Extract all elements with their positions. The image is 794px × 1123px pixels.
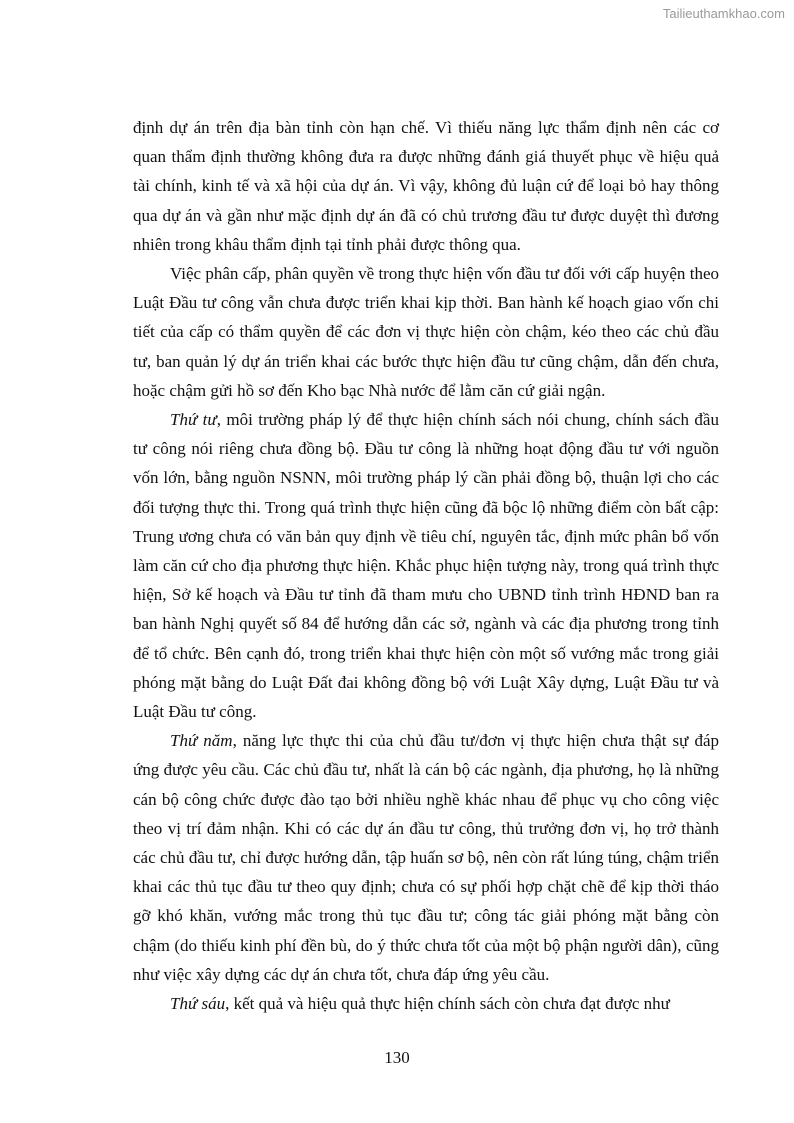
paragraph-3 — [133, 405, 719, 726]
paragraph-4 — [133, 726, 719, 989]
paragraph-text: định dự án trên địa bàn tỉnh còn hạn chế. Vì thiếu năng lực thẩm định nên các cơ quan thẩm định thường không đưa ra được những đánh giá thuyết phục về hiệu quả tài chính, kinh tế và xã hội của dự án. Vì vậy, không đủ luận cứ để loại bỏ hay thông qua dự án và gần như mặc định dự án đã có chủ trương đầu tư được duyệt thì đương nhiên trong khâu thẩm định tại tỉnh phải được thông qua. — [133, 118, 719, 254]
paragraph-2 — [133, 259, 719, 405]
paragraph-text: , môi trường pháp lý để thực hiện chính sách nói chung, chính sách đầu tư công nói riêng chưa đồng bộ. Đầu tư công là những hoạt động đầu tư với nguồn vốn lớn, bằng nguồn NSNN, môi trường pháp lý cần phải đồng bộ, thuận lợi cho các đối tượng thực thi. Trong quá trình thực hiện cũng đã bộc lộ những điểm còn bất cập: Trung ương chưa có văn bản quy định về tiêu chí, nguyên tắc, định mức phân bổ vốn làm căn cứ cho địa phương thực hiện. Khắc phục hiện tượng này, trong quá trình thực hiện, Sở kế hoạch và Đầu tư tỉnh đã tham mưu cho UBND tỉnh trình HĐND ban ra ban hành Nghị quyết số 84 để hướng dẫn các sở, ngành và các địa phương trong tỉnh để tổ chức. Bên cạnh đó, trong triển khai thực hiện còn một số vướng mắc trong giải phóng mặt bằng do Luật Đất đai không đồng bộ với Luật Xây dựng, Luật Đầu tư và Luật Đầu tư công. — [133, 410, 719, 722]
paragraph-lead: Thứ tư — [170, 410, 217, 430]
paragraph-lead: Thứ sáu — [170, 994, 226, 1014]
document-body — [133, 113, 719, 1018]
paragraph-lead: Thứ năm — [170, 731, 233, 751]
page-number: 130 — [384, 1048, 410, 1067]
watermark: Tailieuthamkhao.com — [662, 6, 785, 21]
paragraph-5 — [133, 989, 719, 1018]
paragraph-text: , năng lực thực thi của chủ đầu tư/đơn vị thực hiện chưa thật sự đáp ứng được yêu cầu. Các chủ đầu tư, nhất là cán bộ các ngành, địa phương, họ là những cán bộ công chức được đào tạo bởi nhiều nghề khác nhau để phục vụ cho công việc theo vị trí đảm nhận. Khi có các dự án đầu tư công, thủ trưởng đơn vị, họ trở thành các chủ đầu tư, chỉ được hướng dẫn, tập huấn sơ bộ, nên còn rất lúng túng, chậm triển khai các thủ tục đầu tư theo quy định; chưa có sự phối hợp chặt chẽ để kịp thời tháo gỡ khó khăn, vướng mắc trong thủ tục đầu tư; công tác giải phóng mặt bằng còn chậm (do thiếu kinh phí đền bù, do ý thức chưa tốt của một bộ phận người dân), cũng như việc xây dựng các dự án chưa tốt, chưa đáp ứng yêu cầu. — [133, 731, 719, 984]
paragraph-text: , kết quả và hiệu quả thực hiện chính sách còn chưa đạt được như — [225, 994, 670, 1014]
paragraph-1 — [133, 113, 719, 259]
paragraph-text: Việc phân cấp, phân quyền về trong thực hiện vốn đầu tư đối với cấp huyện theo Luật Đầu tư công vẫn chưa được triển khai kịp thời. Ban hành kế hoạch giao vốn chi tiết của cấp có thẩm quyền để các đơn vị thực hiện còn chậm, kéo theo các chủ đầu tư, ban quản lý dự án triển khai các bước thực hiện đầu tư cũng chậm, dẫn đến chưa, hoặc chậm gửi hồ sơ đến Kho bạc Nhà nước để lằm căn cứ giải ngận. — [133, 264, 719, 400]
